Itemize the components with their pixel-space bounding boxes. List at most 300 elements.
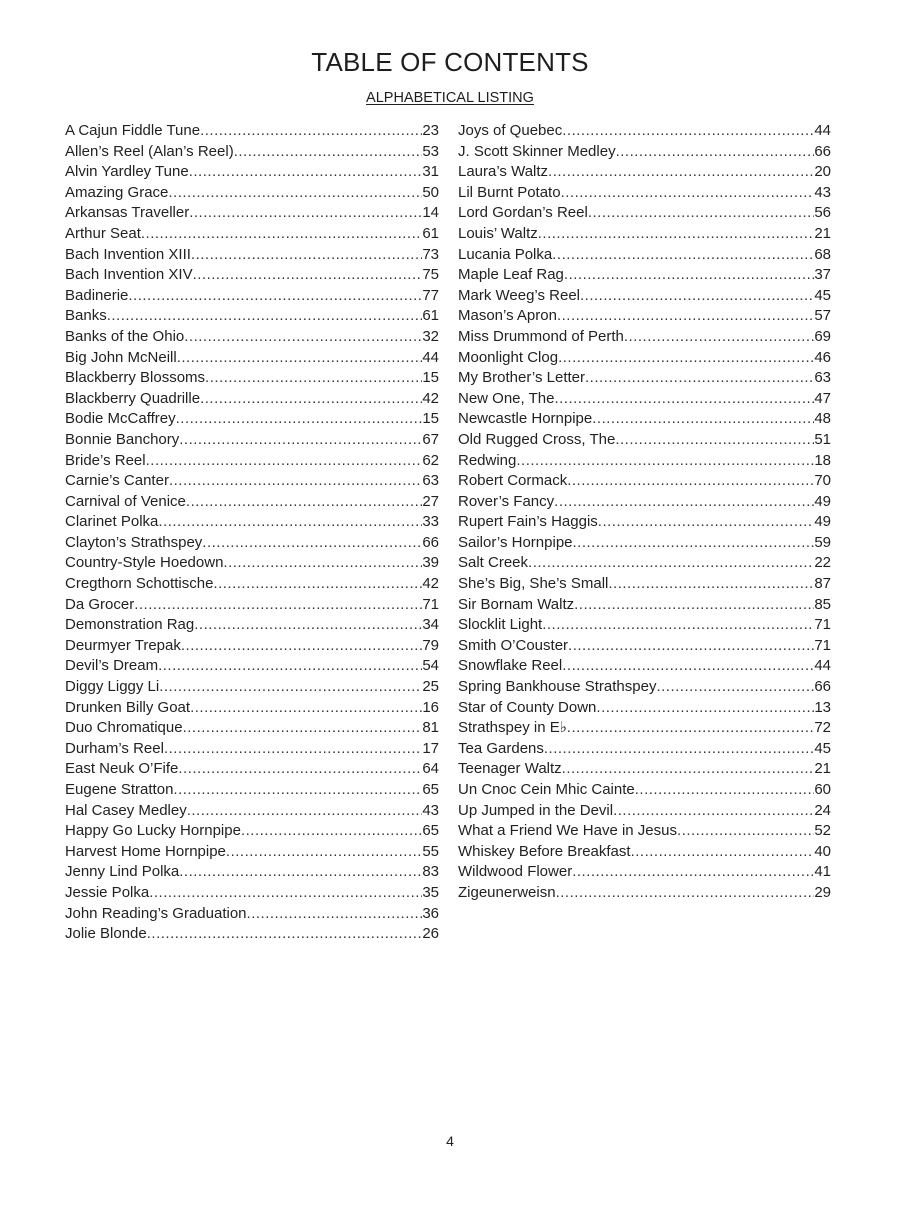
dot-leader [178, 759, 422, 780]
dot-leader [213, 574, 422, 595]
toc-entry [65, 245, 439, 266]
toc-entry [458, 698, 831, 719]
dot-leader [588, 203, 815, 224]
toc-entry [458, 553, 831, 574]
toc-entry-page: 79 [422, 636, 439, 654]
toc-entry-title: A Cajun Fiddle Tune [65, 122, 201, 139]
toc-entry-title: Arkansas Traveller [65, 204, 190, 222]
toc-entry [458, 245, 831, 266]
dot-leader [183, 718, 423, 739]
toc-entry [458, 327, 831, 348]
toc-entry-title: Spring Bankhouse Strathspey [458, 678, 657, 696]
dot-leader [181, 636, 422, 657]
dot-leader [158, 512, 422, 533]
toc-entry [65, 801, 439, 822]
dot-leader [556, 883, 815, 904]
toc-entry [65, 492, 439, 513]
dot-leader [580, 286, 814, 307]
toc-entry [65, 533, 439, 554]
toc-entry [458, 780, 831, 801]
toc-entry-title: Un Cnoc Cein Mhic Cainte [458, 781, 635, 798]
toc-entry-title: Jessie Polka [65, 883, 150, 901]
toc-entry-title: Strathspey in E♭ [458, 719, 567, 737]
dot-leader [554, 389, 814, 410]
toc-entry [458, 636, 831, 657]
toc-entry-page: 14 [422, 204, 439, 222]
toc-entry-title: Salt Creek [458, 554, 529, 572]
toc-entry-title: Alvin Yardley Tune [65, 163, 189, 181]
toc-right-column [458, 121, 831, 904]
toc-entry-title: Lil Burnt Potato [458, 183, 561, 201]
toc-entry-page: 17 [422, 739, 439, 757]
toc-entry [65, 162, 439, 183]
toc-entry-title: Jenny Lind Polka [65, 863, 180, 881]
dot-leader [146, 451, 423, 472]
toc-entry-page: 61 [422, 224, 439, 242]
toc-entry-title: Happy Go Lucky Hornpipe [65, 822, 241, 840]
dot-leader [567, 718, 815, 739]
toc-entry-title: Bach Invention XIV [65, 266, 193, 284]
toc-entry-page: 64 [422, 760, 439, 778]
dot-leader [189, 162, 423, 183]
toc-entry-page: 23 [422, 122, 439, 139]
toc-entry-page: 50 [422, 183, 439, 201]
toc-entry [65, 636, 439, 657]
toc-entry [458, 718, 831, 739]
toc-entry-title: Redwing [458, 451, 517, 469]
toc-entry [458, 533, 831, 554]
toc-entry-page: 44 [814, 657, 831, 675]
toc-entry-title: Moonlight Clog [458, 348, 559, 366]
toc-entry [458, 409, 831, 430]
toc-entry [458, 142, 831, 163]
toc-entry [458, 615, 831, 636]
toc-entry-page: 66 [814, 142, 831, 160]
toc-entry-title: Carnival of Venice [65, 492, 186, 510]
toc-entry-page: 67 [422, 430, 439, 448]
toc-entry-page: 83 [422, 863, 439, 881]
toc-entry-page: 42 [422, 389, 439, 407]
toc-entry-page: 36 [422, 904, 439, 922]
toc-entry-title: Harvest Home Hornpipe [65, 842, 226, 860]
toc-entry [65, 368, 439, 389]
toc-entry-title: Eugene Stratton [65, 781, 174, 798]
toc-entry [458, 203, 831, 224]
toc-entry [65, 759, 439, 780]
toc-entry-page: 81 [422, 719, 439, 737]
toc-entry-title: Lord Gordan’s Reel [458, 204, 588, 222]
toc-entry [65, 306, 439, 327]
toc-entry [65, 286, 439, 307]
toc-entry-title: Blackberry Blossoms [65, 369, 206, 387]
toc-entry [65, 883, 439, 904]
dot-leader [596, 698, 814, 719]
dot-leader [592, 409, 814, 430]
dot-leader [677, 821, 814, 842]
toc-entry-page: 61 [422, 307, 439, 325]
toc-entry [65, 183, 439, 204]
toc-entry [65, 348, 439, 369]
toc-entry-title: Maple Leaf Rag [458, 266, 564, 284]
toc-entry-page: 52 [814, 822, 831, 840]
toc-entry-title: Banks of the Ohio [65, 327, 185, 345]
toc-entry-page: 65 [422, 781, 439, 798]
toc-entry-page: 77 [422, 286, 439, 304]
toc-entry-title: Jolie Blonde [65, 925, 147, 943]
dot-leader [528, 553, 814, 574]
dot-leader [538, 224, 815, 245]
toc-entry-page: 37 [814, 266, 831, 284]
toc-entry-page: 56 [814, 204, 831, 222]
toc-entry [458, 883, 831, 904]
toc-entry [65, 718, 439, 739]
toc-entry-page: 69 [814, 327, 831, 345]
toc-entry [458, 224, 831, 245]
toc-entry-page: 55 [422, 842, 439, 860]
dot-leader [564, 265, 814, 286]
toc-entry-page: 63 [814, 369, 831, 387]
toc-entry-page: 24 [814, 801, 831, 819]
dot-leader [186, 492, 422, 513]
toc-entry-title: Banks [65, 307, 107, 325]
dot-leader [205, 368, 422, 389]
toc-entry-page: 66 [422, 533, 439, 551]
toc-entry [458, 121, 831, 142]
toc-entry-page: 21 [814, 224, 831, 242]
toc-entry [65, 677, 439, 698]
dot-leader [168, 183, 422, 204]
toc-entry-page: 27 [422, 492, 439, 510]
toc-entry-title: Miss Drummond of Perth [458, 327, 624, 345]
toc-entry-page: 32 [422, 327, 439, 345]
toc-entry [65, 327, 439, 348]
toc-entry-page: 71 [814, 636, 831, 654]
toc-entry-page: 22 [814, 554, 831, 572]
toc-entry-title: Bach Invention XIII [65, 245, 191, 263]
toc-entry-title: Teenager Waltz [458, 760, 562, 778]
toc-entry [65, 821, 439, 842]
dot-leader [573, 533, 815, 554]
toc-entry-title: Arthur Seat [65, 224, 141, 242]
toc-entry-title: What a Friend We Have in Jesus [458, 822, 677, 840]
toc-entry-page: 59 [814, 533, 831, 551]
dot-leader [193, 265, 423, 286]
dot-leader [516, 451, 814, 472]
toc-entry-page: 42 [422, 575, 439, 593]
toc-entry-page: 68 [814, 245, 831, 263]
toc-entry-page: 87 [814, 575, 831, 593]
toc-entry-page: 41 [814, 863, 831, 881]
toc-entry-title: Duo Chromatique [65, 719, 183, 737]
toc-entry-title: Laura’s Waltz [458, 163, 549, 181]
toc-entry-title: Joys of Quebec [458, 122, 563, 139]
toc-entry [458, 862, 831, 883]
dot-leader [631, 842, 815, 863]
toc-entry-page: 65 [422, 822, 439, 840]
toc-entry-page: 53 [422, 142, 439, 160]
dot-leader [169, 471, 422, 492]
toc-entry-title: Amazing Grace [65, 183, 169, 201]
dot-leader [200, 389, 422, 410]
toc-entry [65, 595, 439, 616]
toc-entry-page: 35 [422, 883, 439, 901]
toc-entry-page: 18 [814, 451, 831, 469]
toc-entry-title: Smith O’Couster [458, 636, 569, 654]
toc-entry-page: 26 [422, 925, 439, 943]
dot-leader [149, 883, 422, 904]
toc-entry-page: 85 [814, 595, 831, 613]
toc-entry-page: 49 [814, 492, 831, 510]
dot-leader [179, 430, 422, 451]
toc-entry [458, 677, 831, 698]
dot-leader [615, 430, 814, 451]
toc-entry-title: Blackberry Quadrille [65, 389, 201, 407]
toc-entry-title: Up Jumped in the Devil [458, 801, 614, 819]
dot-leader [554, 492, 814, 513]
toc-entry-page: 13 [814, 698, 831, 716]
dot-leader [635, 780, 815, 801]
toc-entry-title: Snowflake Reel [458, 657, 563, 675]
toc-entry [65, 512, 439, 533]
toc-entry [65, 842, 439, 863]
toc-entry-title: Old Rugged Cross, The [458, 430, 616, 448]
toc-entry-page: 73 [422, 245, 439, 263]
dot-leader [558, 348, 814, 369]
toc-entry-title: Carnie’s Canter [65, 472, 169, 490]
toc-entry-title: Wildwood Flower [458, 863, 573, 881]
toc-entry-page: 16 [422, 698, 439, 716]
dot-leader [562, 121, 814, 142]
toc-entry-title: Diggy Liggy Li [65, 678, 160, 696]
toc-entry-title: John Reading’s Graduation [65, 904, 247, 922]
toc-entry [65, 409, 439, 430]
toc-entry [65, 656, 439, 677]
dot-leader [141, 224, 422, 245]
dot-leader [562, 656, 814, 677]
dot-leader [616, 142, 815, 163]
toc-entry-title: Country-Style Hoedown [65, 554, 224, 572]
toc-entry-title: Bride’s Reel [65, 451, 146, 469]
toc-entry-page: 43 [422, 801, 439, 819]
toc-entry-title: Drunken Billy Goat [65, 698, 191, 716]
toc-entry-page: 40 [814, 842, 831, 860]
toc-entry [65, 203, 439, 224]
dot-leader [200, 121, 422, 142]
toc-entry [65, 265, 439, 286]
dot-leader [202, 533, 422, 554]
dot-leader [562, 759, 815, 780]
toc-entry-title: Bodie McCaffrey [65, 410, 176, 428]
toc-entry-page: 46 [814, 348, 831, 366]
page-title: TABLE OF CONTENTS [311, 47, 589, 77]
toc-entry-title: Mason’s Apron [458, 307, 557, 325]
toc-entry-page: 71 [422, 595, 439, 613]
dot-leader [608, 574, 814, 595]
toc-entry [458, 368, 831, 389]
toc-entry-title: J. Scott Skinner Medley [458, 142, 616, 160]
toc-entry-page: 33 [422, 513, 439, 531]
toc-entry [458, 821, 831, 842]
toc-entry [65, 739, 439, 760]
dot-leader [158, 656, 422, 677]
dot-leader [176, 409, 423, 430]
dot-leader [177, 348, 423, 369]
dot-leader [194, 615, 422, 636]
toc-entry [65, 780, 439, 801]
toc-entry [458, 183, 831, 204]
toc-entry [65, 924, 439, 945]
toc-entry-page: 39 [422, 554, 439, 572]
dot-leader [107, 306, 423, 327]
toc-entry-title: Mark Weeg’s Reel [458, 286, 580, 304]
toc-entry [65, 574, 439, 595]
dot-leader [184, 327, 422, 348]
dot-leader [572, 862, 814, 883]
toc-entry-title: Bonnie Banchory [65, 430, 180, 448]
toc-entry-title: Da Grocer [65, 595, 135, 613]
toc-entry-title: Sailor’s Hornpipe [458, 533, 573, 551]
toc-entry-title: Cregthorn Schottische [65, 575, 214, 593]
toc-entry [458, 801, 831, 822]
toc-entry [458, 595, 831, 616]
dot-leader [568, 636, 814, 657]
toc-entry-page: 47 [814, 389, 831, 407]
dot-leader [542, 615, 814, 636]
dot-leader [223, 553, 422, 574]
toc-entry-title: Big John McNeill [65, 348, 177, 366]
toc-entry-page: 75 [422, 266, 439, 284]
toc-entry [458, 574, 831, 595]
toc-entry-title: Hal Casey Medley [65, 801, 187, 819]
toc-entry-page: 31 [422, 163, 439, 181]
toc-entry-page: 45 [814, 739, 831, 757]
toc-entry-title: Zigeunerweisn [458, 883, 556, 901]
toc-left-column [65, 121, 439, 945]
dot-leader [247, 904, 423, 925]
toc-entry-page: 63 [422, 472, 439, 490]
toc-entry [458, 656, 831, 677]
toc-entry [65, 615, 439, 636]
page-number: 4 [446, 1133, 454, 1149]
section-subtitle: ALPHABETICAL LISTING [366, 90, 534, 106]
toc-entry-title: Durham’s Reel [65, 739, 164, 757]
dot-leader [585, 368, 814, 389]
toc-entry-page: 72 [814, 719, 831, 737]
toc-entry-page: 29 [814, 883, 831, 901]
toc-entry [65, 389, 439, 410]
toc-entry-page: 15 [422, 369, 439, 387]
dot-leader [624, 327, 814, 348]
dot-leader [613, 801, 814, 822]
toc-entry-title: Demonstration Rag [65, 616, 195, 634]
toc-entry-page: 62 [422, 451, 439, 469]
toc-entry-title: Robert Cormack [458, 472, 568, 490]
toc-entry [458, 842, 831, 863]
toc-entry-page: 71 [814, 616, 831, 634]
dot-leader [191, 245, 422, 266]
toc-entry [65, 121, 439, 142]
toc-entry-title: Star of County Down [458, 698, 597, 716]
toc-entry-title: East Neuk O’Fife [65, 760, 179, 778]
toc-entry [458, 492, 831, 513]
toc-entry-page: 57 [814, 307, 831, 325]
toc-entry [65, 553, 439, 574]
toc-entry [458, 265, 831, 286]
dot-leader [548, 162, 814, 183]
toc-entry [458, 162, 831, 183]
dot-leader [226, 842, 422, 863]
toc-entry-title: Slocklit Light [458, 616, 543, 634]
dot-leader [598, 512, 815, 533]
toc-entry-page: 48 [814, 410, 831, 428]
toc-entry-title: Clarinet Polka [65, 513, 159, 531]
toc-entry-page: 70 [814, 472, 831, 490]
toc-entry-page: 51 [814, 430, 831, 448]
toc-entry [458, 286, 831, 307]
dot-leader [241, 821, 422, 842]
toc-entry-page: 25 [422, 678, 439, 696]
toc-entry-title: Rupert Fain’s Haggis [458, 513, 598, 531]
toc-entry-title: Lucania Polka [458, 245, 553, 263]
toc-entry-page: 45 [814, 286, 831, 304]
toc-entry [65, 904, 439, 925]
toc-entry [458, 451, 831, 472]
toc-entry-page: 43 [814, 183, 831, 201]
dot-leader [567, 471, 814, 492]
toc-entry [458, 430, 831, 451]
toc-entry-title: Devil’s Dream [65, 657, 159, 675]
dot-leader [190, 698, 422, 719]
dot-leader [189, 203, 422, 224]
toc-entry-page: 49 [814, 513, 831, 531]
toc-entry-title: Deurmyer Trepak [65, 636, 181, 654]
dot-leader [179, 862, 422, 883]
toc-entry [65, 224, 439, 245]
dot-leader [164, 739, 422, 760]
dot-leader [574, 595, 814, 616]
toc-entry-title: Sir Bornam Waltz [458, 595, 575, 613]
toc-entry-title: Clayton’s Strathspey [65, 533, 203, 551]
dot-leader [544, 739, 814, 760]
dot-leader [656, 677, 814, 698]
toc-entry [458, 512, 831, 533]
toc-entry-title: New One, The [458, 389, 555, 407]
toc-entry-title: Badinerie [65, 286, 129, 304]
toc-entry [65, 451, 439, 472]
dot-leader [147, 924, 423, 945]
dot-leader [128, 286, 422, 307]
toc-entry-title: Rover’s Fancy [458, 492, 555, 510]
toc-entry-page: 44 [422, 348, 439, 366]
dot-leader [134, 595, 422, 616]
toc-entry-page: 60 [814, 781, 831, 798]
toc-entry-page: 15 [422, 410, 439, 428]
toc-entry-title: She’s Big, She’s Small [458, 575, 609, 593]
toc-entry-page: 34 [422, 616, 439, 634]
toc-entry-title: Whiskey Before Breakfast [458, 842, 631, 860]
toc-entry-page: 44 [814, 122, 831, 139]
toc-entry-page: 54 [422, 657, 439, 675]
toc-entry-title: Louis’ Waltz [458, 224, 538, 242]
toc-entry-title: Tea Gardens [458, 739, 544, 757]
toc-entry-page: 20 [814, 163, 831, 181]
dot-leader [159, 677, 422, 698]
toc-entry-title: My Brother’s Letter [458, 369, 585, 387]
toc-entry [65, 142, 439, 163]
dot-leader [173, 780, 422, 801]
toc-entry [458, 348, 831, 369]
toc-entry [458, 739, 831, 760]
